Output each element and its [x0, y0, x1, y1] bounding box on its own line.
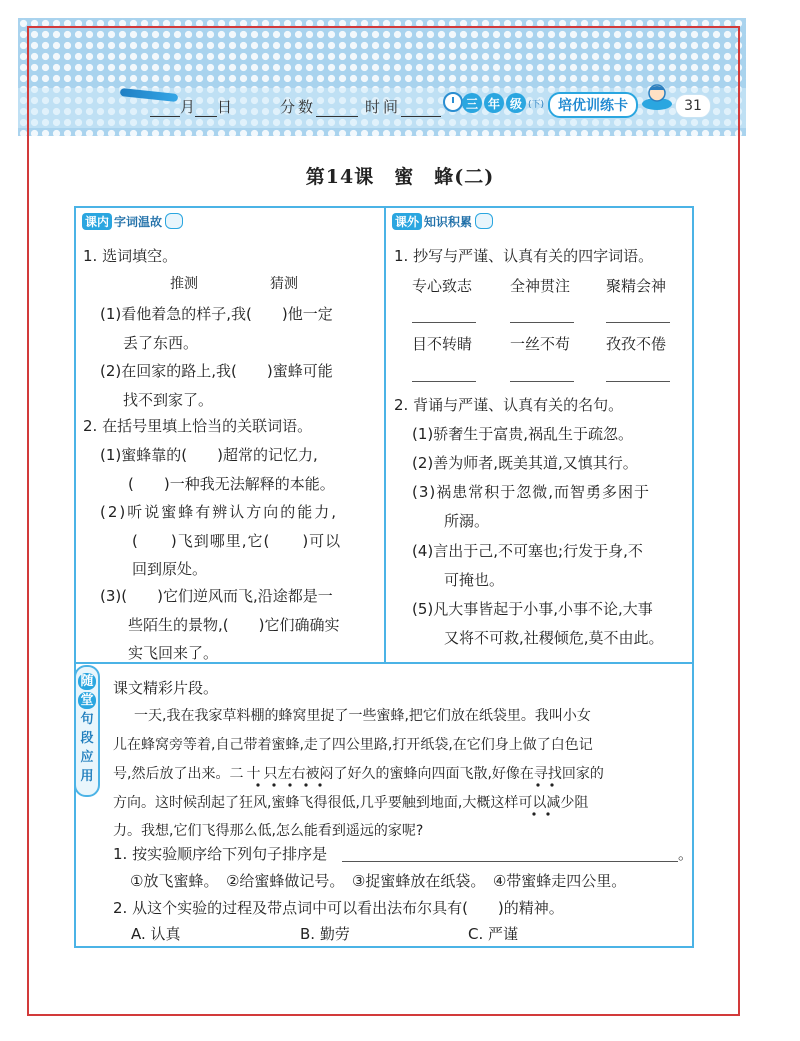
order-answer-blank[interactable] [342, 861, 678, 862]
quote-3-cont: 所溺。 [444, 512, 490, 530]
bottom-q2: 2. 从这个实验的过程及带点词中可以看出法布尔具有( )的精神。 [113, 899, 564, 917]
passage-line-5: 力。我想,它们飞得那么低,怎么能看到遥远的家呢? [113, 823, 424, 839]
left-q2-item-1-cont: ( )一种我无法解释的本能。 [128, 475, 335, 493]
option-word: 猜测 [270, 276, 298, 292]
right-section-tag [392, 210, 493, 232]
choice-c[interactable]: C. 严谨 [468, 925, 519, 943]
quote-3: (3)祸患常积于忽微,而智勇多困于 [412, 483, 651, 501]
passage-text: 这样可以减少阻 [490, 795, 589, 811]
grade-char-1: 三 [462, 93, 482, 113]
word-item: 孜孜不倦 [606, 335, 667, 353]
dotted-word: 好像 [491, 766, 520, 782]
left-tag-main: 课内 [82, 213, 112, 230]
choice-b[interactable]: B. 勤劳 [300, 925, 350, 943]
vtag-char: 段 [80, 731, 94, 746]
bottom-q1-end: 。 [678, 845, 694, 863]
word-item: 一丝不苟 [510, 335, 571, 353]
bottom-q1-options: ①放飞蜜蜂。 ②给蜜蜂做记号。 ③捉蜜蜂放在纸袋。 ④带蜜蜂走四公里。 [130, 872, 627, 890]
right-q2: 2. 背诵与严谨、认真有关的名句。 [394, 396, 624, 414]
grade-char-2: 年 [484, 93, 504, 113]
quote-5-cont: 又将不可救,社稷倾危,莫不由此。 [444, 629, 664, 647]
page-title: 第14课 蜜 蜂(二) [305, 166, 495, 188]
copy-blank[interactable] [412, 381, 476, 382]
word-item: 全神贯注 [510, 277, 571, 295]
passage-text: 在寻找回家的 [519, 766, 604, 782]
day-label: 日 [217, 98, 233, 116]
choice-a[interactable]: A. 认真 [131, 925, 181, 943]
right-tag-main: 课外 [392, 213, 422, 230]
left-q2-item-1: (1)蜜蜂靠的( )超常的记忆力, [100, 446, 318, 464]
score-line [280, 96, 358, 117]
quote-4: (4)言出于己,不可塞也;行发于身,不 [412, 542, 643, 560]
book-icon [165, 213, 183, 229]
time-line [365, 96, 441, 117]
quote-5: (5)凡大事皆起于小事,小事不论,大事 [412, 600, 653, 618]
option-word: 推测 [170, 276, 198, 292]
passage-line-3 [113, 764, 604, 784]
copy-blank[interactable] [606, 381, 670, 382]
copy-blank[interactable] [412, 322, 476, 323]
month-label: 月 [180, 98, 196, 116]
passage-text: 号,然后放了出来。 [113, 766, 230, 782]
passage-text: 只 [263, 766, 278, 782]
grade-char-3: 级 [506, 93, 526, 113]
quote-2: (2)善为师者,既美其道,又慎其行。 [412, 454, 638, 472]
left-tag-sub: 字词温故 [114, 214, 163, 229]
vtag-char: 随 [78, 673, 96, 690]
word-item: 专心致志 [412, 277, 473, 295]
passage-text: 被闷了好久的蜜蜂向四面飞散, [305, 766, 492, 782]
bottom-section-tag [74, 665, 100, 797]
left-q2-item-2-cont2: 回到原处。 [132, 560, 208, 578]
month-blank[interactable] [150, 102, 180, 117]
passage-line-2: 儿在蜂窝旁等着,自己带着蜜蜂,走了四公里路,打开纸袋,在它们身上做了白色记 [113, 737, 593, 753]
left-q1-item-1: (1)看他着急的样子,我( )他一定 [100, 305, 333, 323]
score-blank[interactable] [316, 102, 358, 117]
dotted-word: 二十 [229, 766, 264, 782]
copy-blank[interactable] [510, 381, 574, 382]
brand-label: 培优训练卡 [548, 92, 638, 118]
passage-text: 方向。这时候刮起了狂风,蜜蜂飞得很低,几乎要触到地面, [113, 795, 463, 811]
mascot-icon [640, 82, 674, 112]
dotted-word: 左右 [277, 766, 306, 782]
bottom-q1: 1. 按实验顺序给下列句子排序是 [113, 845, 328, 863]
vtag-char: 应 [80, 750, 94, 765]
book-icon [475, 213, 493, 229]
date-line [150, 96, 232, 117]
quote-4-cont: 可掩也。 [444, 571, 505, 589]
copy-blank[interactable] [510, 322, 574, 323]
right-q1: 1. 抄写与严谨、认真有关的四字词语。 [394, 247, 654, 265]
quote-1: (1)骄奢生于富贵,祸乱生于疏忽。 [412, 425, 634, 443]
vtag-char: 堂 [78, 692, 96, 709]
left-q2-item-3-cont: 些陌生的景物,( )它们确确实 [128, 616, 340, 634]
copy-blank[interactable] [606, 322, 670, 323]
passage-intro: 课文精彩片段。 [113, 679, 219, 697]
grade-term: (下) [528, 99, 545, 110]
passage-line-4 [113, 793, 588, 813]
dotted-word: 大概 [462, 795, 491, 811]
left-section-tag [82, 210, 183, 232]
clock-icon [443, 92, 463, 112]
time-label: 时间 [365, 98, 402, 116]
left-q1: 1. 选词填空。 [83, 247, 178, 265]
left-q2-item-3-cont2: 实飞回来了。 [128, 644, 219, 662]
left-q1-item-2: (2)在回家的路上,我( )蜜蜂可能 [100, 362, 333, 380]
left-q2-item-2-cont: ( )飞到哪里,它( )可以 [132, 532, 342, 550]
left-q2-item-3: (3)( )它们逆风而飞,沿途都是一 [100, 587, 333, 605]
right-tag-sub: 知识积累 [424, 214, 473, 229]
score-label: 分数 [280, 98, 317, 116]
vtag-char: 用 [80, 769, 94, 784]
left-q1-item-2-cont: 找不到家了。 [123, 391, 214, 409]
day-blank[interactable] [195, 102, 217, 117]
word-item: 目不转睛 [412, 335, 473, 353]
grade-badge [462, 93, 544, 113]
vtag-char: 句 [80, 712, 94, 727]
page-number: 31 [675, 94, 711, 118]
left-q2-item-2: (2)听说蜜蜂有辨认方向的能力, [100, 503, 339, 521]
passage-line-1: 一天,我在我家草料棚的蜂窝里捉了一些蜜蜂,把它们放在纸袋里。我叫小女 [134, 708, 591, 724]
word-item: 聚精会神 [606, 277, 667, 295]
left-q2: 2. 在括号里填上恰当的关联词语。 [83, 417, 313, 435]
time-blank[interactable] [401, 102, 441, 117]
left-q1-item-1-cont: 丢了东西。 [123, 334, 199, 352]
